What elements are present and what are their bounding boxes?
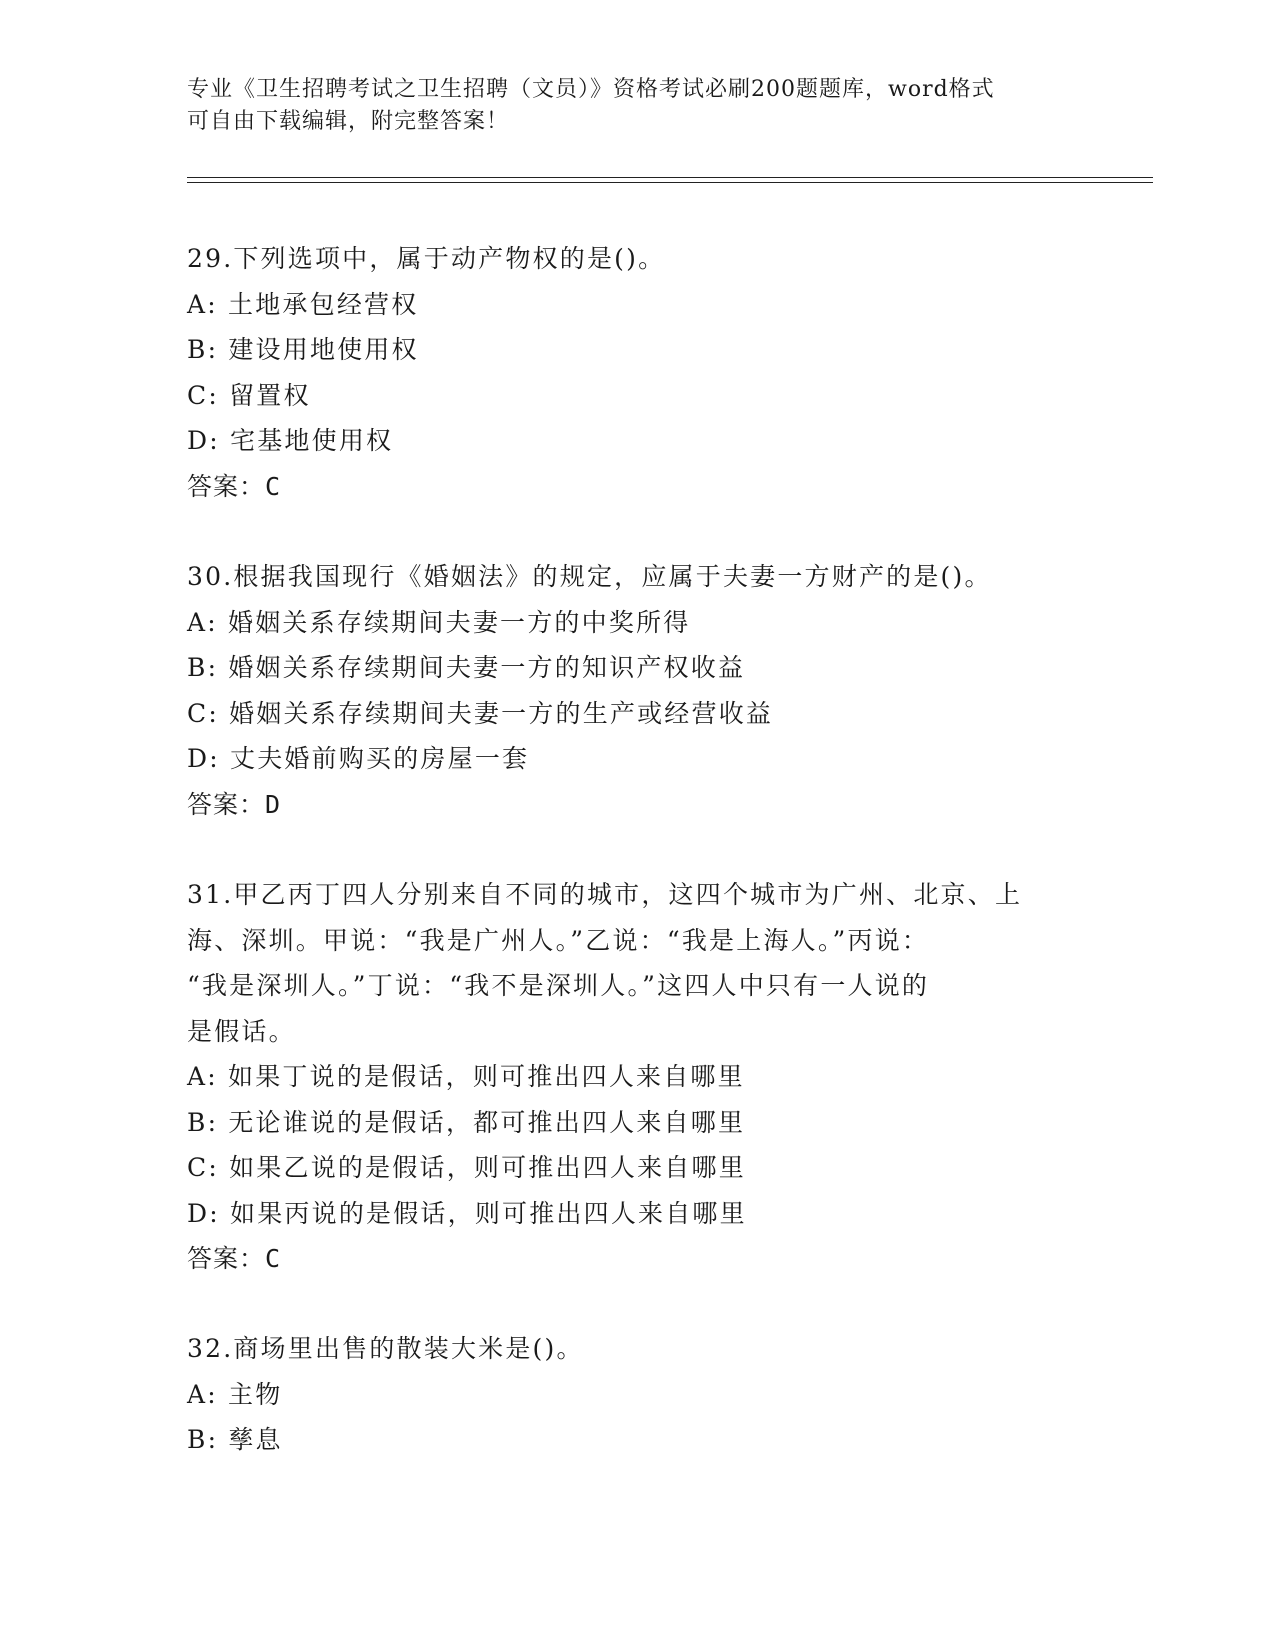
answer-value: C xyxy=(265,1244,282,1273)
option-d: D: 丈夫婚前购买的房屋一套 xyxy=(187,744,530,773)
option-c: C: 如果乙说的是假话，则可推出四人来自哪里 xyxy=(187,1153,746,1182)
option-b: B: 孳息 xyxy=(187,1425,283,1454)
answer-label: 答案： xyxy=(187,471,266,501)
answer-label: 答案： xyxy=(187,1244,266,1273)
document-header xyxy=(187,74,1067,138)
stem-line-3: “我是深圳人。”丁说：“我不是深圳人。”这四人中只有一人说的 xyxy=(187,971,930,1000)
answer-line xyxy=(187,1236,1087,1282)
header-line-1: 专业《卫生招聘考试之卫生招聘（文员）》资格考试必刷200题题库，word格式 xyxy=(187,77,995,102)
header-line-2: 可自由下载编辑，附完整答案！ xyxy=(187,109,510,134)
question-32 xyxy=(187,1326,1087,1463)
answer-value: D xyxy=(265,789,282,819)
option-a: A: 主物 xyxy=(187,1379,283,1409)
header-divider-top xyxy=(187,177,1153,178)
option-b: B: 婚姻关系存续期间夫妻一方的知识产权收益 xyxy=(187,653,746,682)
option-a: A: 土地承包经营权 xyxy=(187,289,419,319)
question-stem: 32.商场里出售的散装大米是()。 xyxy=(187,1334,584,1363)
question-stem: 30.根据我国现行《婚姻法》的规定，应属于夫妻一方财产的是()。 xyxy=(187,562,992,591)
answer-line xyxy=(187,464,1087,510)
stem-line-2: 海、深圳。甲说：“我是广州人。”乙说：“我是上海人。”丙说： xyxy=(187,925,930,955)
answer-line xyxy=(187,782,1087,828)
option-d: D: 宅基地使用权 xyxy=(187,426,394,455)
question-31 xyxy=(187,872,1087,1282)
answer-value: C xyxy=(265,471,282,501)
option-a: A: 如果丁说的是假话，则可推出四人来自哪里 xyxy=(187,1062,745,1091)
stem-line-4: 是假话。 xyxy=(187,1016,296,1046)
question-stem xyxy=(187,872,1067,1054)
option-b: B: 建设用地使用权 xyxy=(187,335,419,364)
question-30 xyxy=(187,554,1087,827)
header-divider-bottom xyxy=(187,182,1153,183)
option-c: C: 婚姻关系存续期间夫妻一方的生产或经营收益 xyxy=(187,698,774,728)
answer-label: 答案： xyxy=(187,789,266,819)
question-29 xyxy=(187,236,1087,509)
option-a: A: 婚姻关系存续期间夫妻一方的中奖所得 xyxy=(187,607,691,637)
option-d: D: 如果丙说的是假话，则可推出四人来自哪里 xyxy=(187,1198,747,1228)
stem-line-1: 31.甲乙丙丁四人分别来自不同的城市，这四个城市为广州、北京、上 xyxy=(187,880,1023,909)
option-c: C: 留置权 xyxy=(187,380,311,410)
question-stem: 29.下列选项中，属于动产物权的是()。 xyxy=(187,244,666,273)
option-b: B: 无论谁说的是假话，都可推出四人来自哪里 xyxy=(187,1107,746,1137)
